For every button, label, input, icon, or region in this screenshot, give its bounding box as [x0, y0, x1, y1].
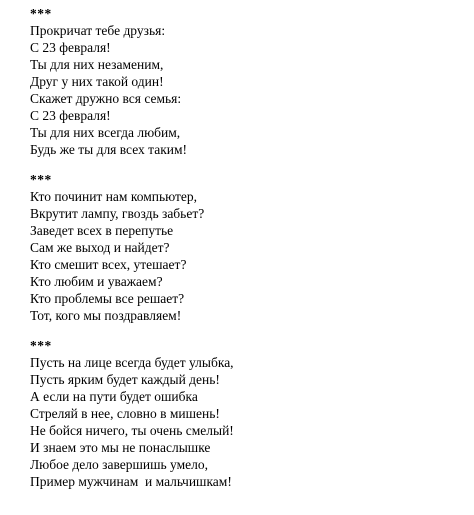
poem-line: С 23 февраля! [30, 108, 111, 123]
poem-line: Кто любим и уважаем? [30, 274, 163, 289]
poem-line: А если на пути будет ошибка [30, 389, 198, 404]
poem-separator: *** [30, 6, 52, 21]
poem-line: Вкрутит лампу, гвоздь забьет? [30, 206, 205, 221]
poem-separator: *** [30, 172, 52, 187]
poem-line: Заведет всех в перепутье [30, 223, 174, 238]
poem-separator: *** [30, 338, 52, 353]
poem-line: Кто смешит всех, утешает? [30, 257, 187, 272]
poem-line: Тот, кого мы поздравляем! [30, 308, 182, 323]
poem-line: С 23 февраля! [30, 40, 111, 55]
poem-line: Друг у них такой один! [30, 74, 164, 89]
poem-line: Прокричат тебе друзья: [30, 23, 166, 38]
poem-line: Кто починит нам компьютер, [30, 189, 198, 204]
document-page [30, 5, 460, 490]
poem-line: Пусть на лице всегда будет улыбка, [30, 355, 234, 370]
poem-line: Не бойся ничего, ты очень смелый! [30, 423, 234, 438]
poem-line: Будь же ты для всех таким! [30, 142, 188, 157]
poem-line: Сам же выход и найдет? [30, 240, 170, 255]
poem-1 [30, 5, 460, 158]
poem-line: Пусть ярким будет каждый день! [30, 372, 220, 387]
poem-3 [30, 337, 460, 490]
poem-line: Стреляй в нее, словно в мишень! [30, 406, 220, 421]
poem-line: Ты для них незаменим, [30, 57, 164, 72]
poem-line: Кто проблемы все решает? [30, 291, 185, 306]
poem-line: Ты для них всегда любим, [30, 125, 181, 140]
poem-line: И знаем это мы не понаслышке [30, 440, 211, 455]
poem-line: Скажет дружно вся семья: [30, 91, 182, 106]
poem-line: Пример мужчинам и мальчишкам! [30, 474, 232, 489]
poem-2 [30, 171, 460, 324]
poem-line: Любое дело завершишь умело, [30, 457, 208, 472]
